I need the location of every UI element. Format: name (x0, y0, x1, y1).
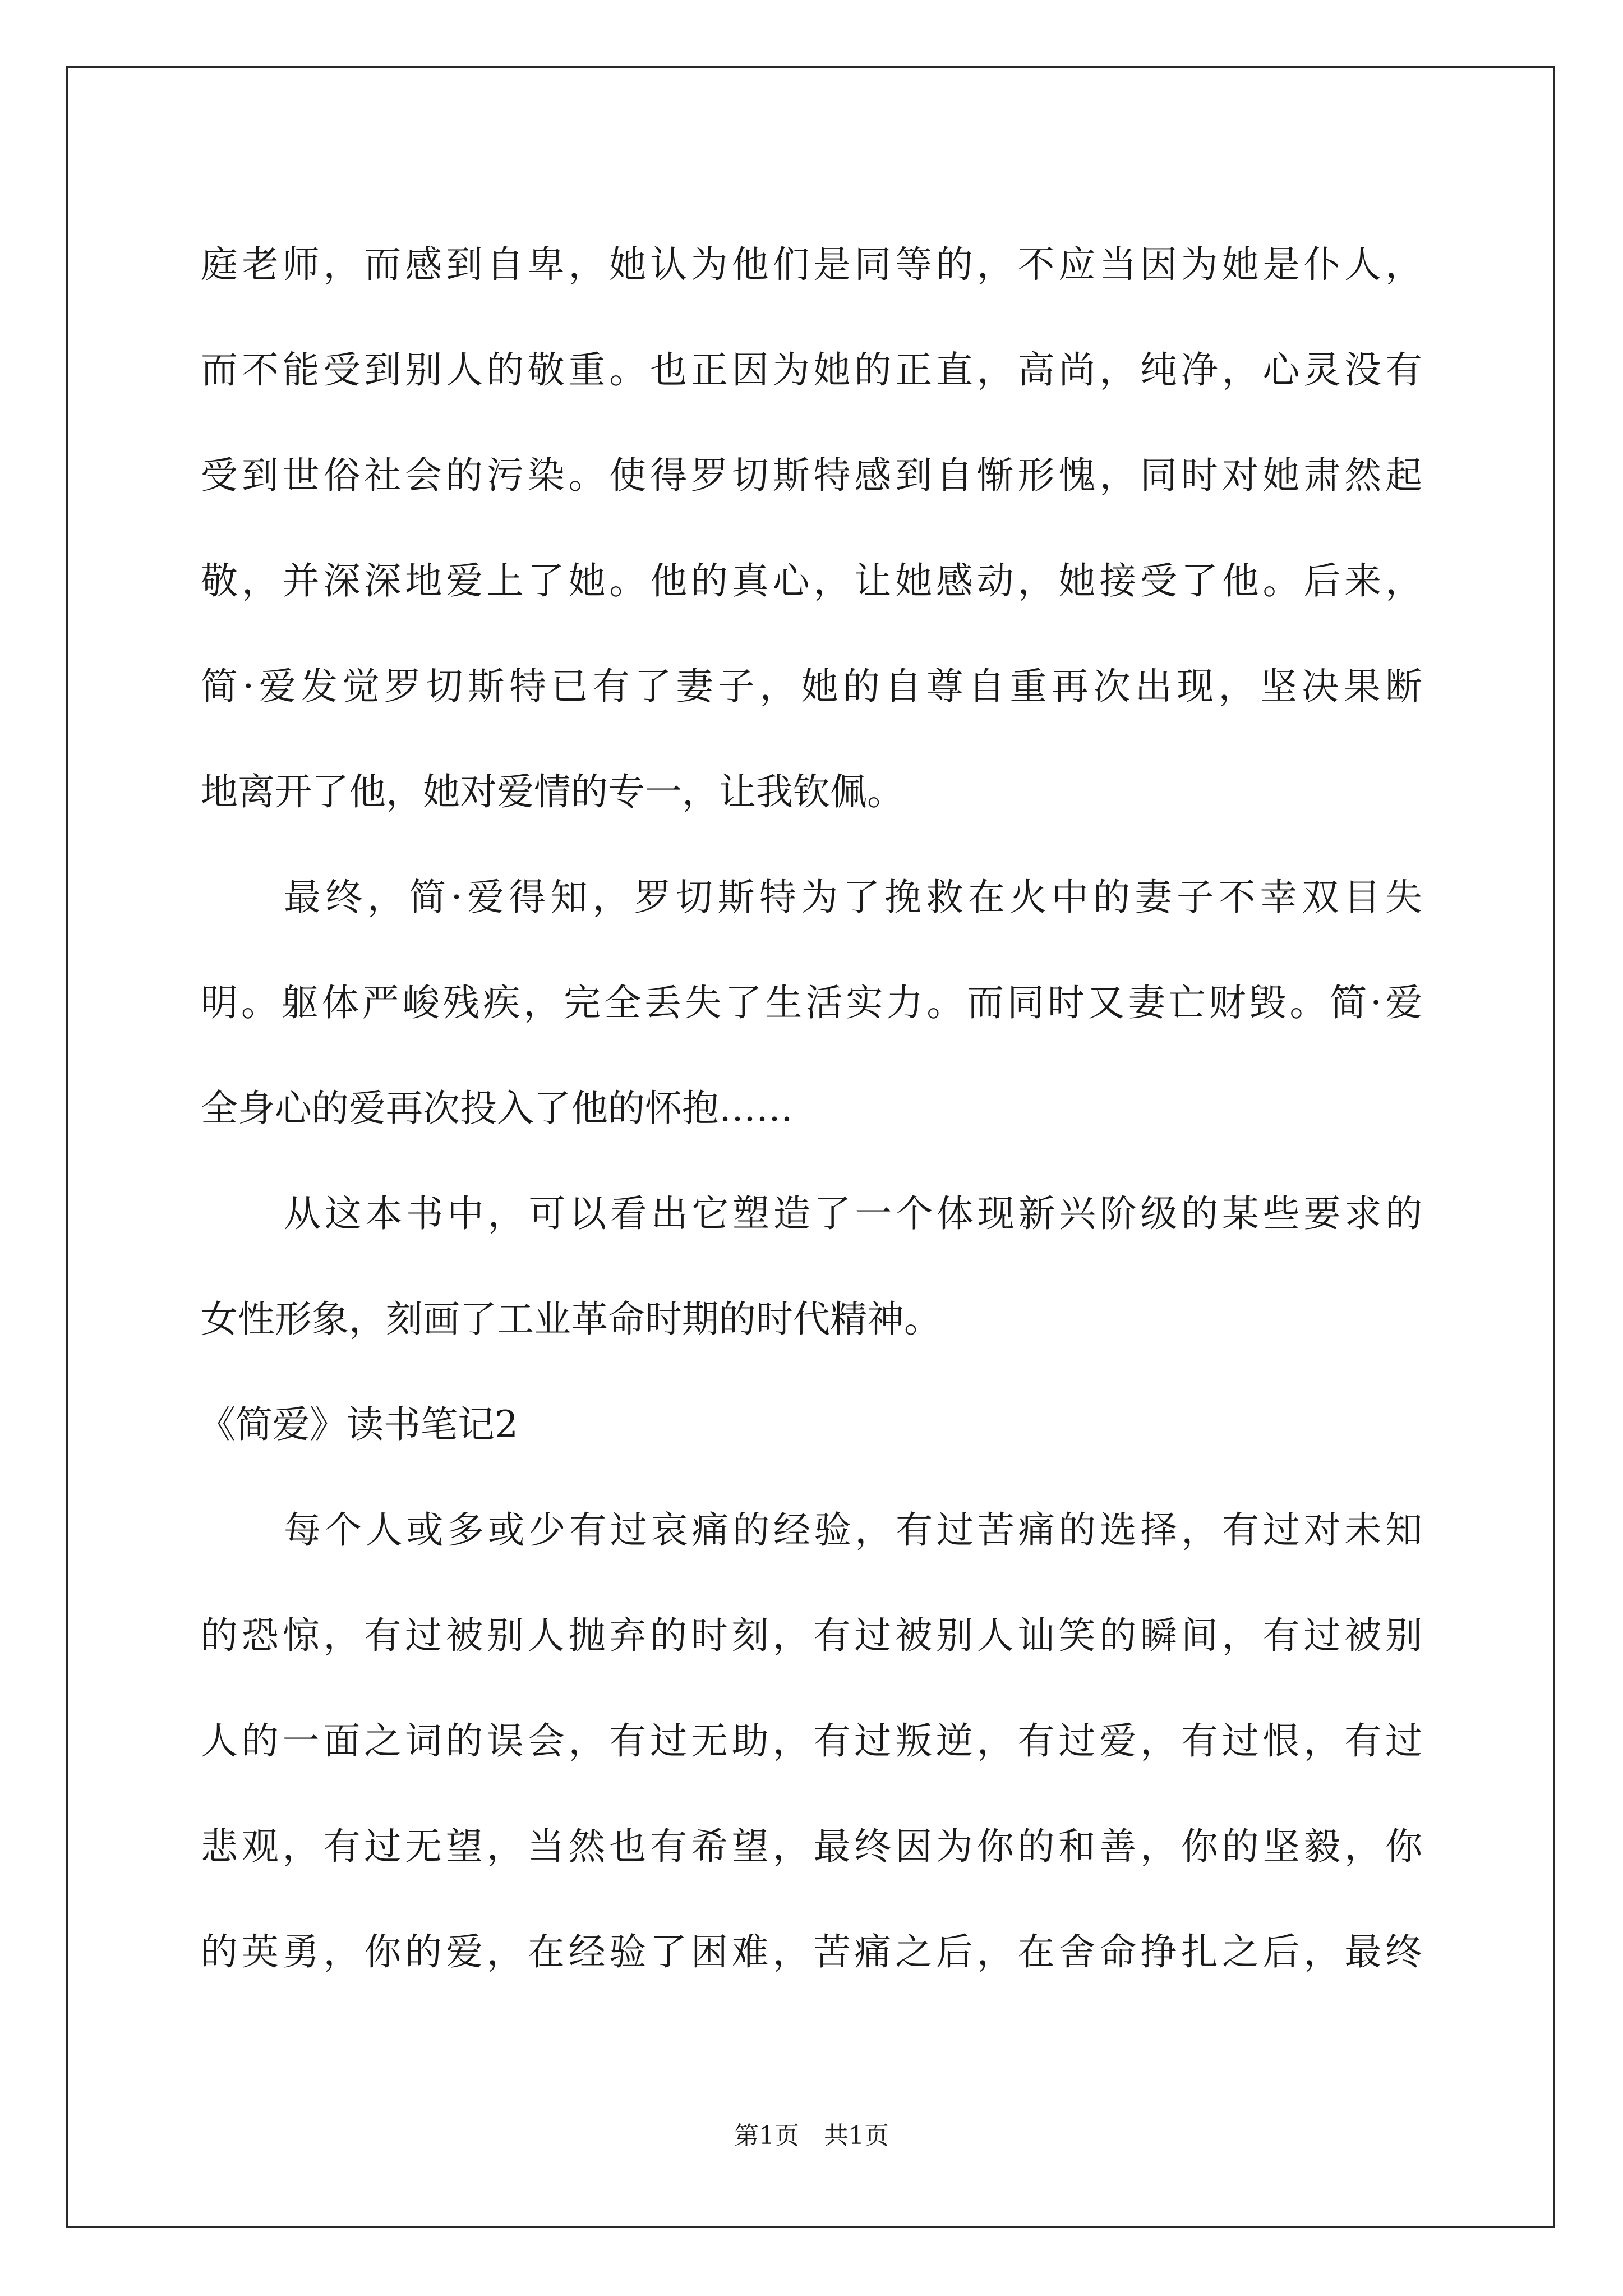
text-line: 的恐惊，有过被别人抛弃的时刻，有过被别人讪笑的瞬间，有过被别 (201, 1614, 1422, 1657)
text-line: 明。躯体严峻残疾，完全丢失了生活实力。而同时又妻亡财毁。简·爱 (201, 981, 1422, 1024)
text-line: 而不能受到别人的敬重。也正因为她的正直，高尚，纯净，心灵没有 (201, 348, 1422, 392)
text-line: 每个人或多或少有过哀痛的经验，有过苦痛的选择，有过对未知 (284, 1508, 1422, 1552)
page-number-footer: 第1页 共1页 (734, 2122, 889, 2150)
text-line: 敬，并深深地爱上了她。他的真心，让她感动，她接受了他。后来， (201, 559, 1422, 602)
text-line: 悲观，有过无望，当然也有希望，最终因为你的和善，你的坚毅，你 (201, 1825, 1422, 1868)
text-line: 从这本书中，可以看出它塑造了一个体现新兴阶级的某些要求的 (284, 1192, 1422, 1235)
text-line: 最终，简·爱得知，罗切斯特为了挽救在火中的妻子不幸双目失 (284, 876, 1422, 919)
text-line: 受到世俗社会的污染。使得罗切斯特感到自惭形愧，同时对她肃然起 (201, 454, 1422, 497)
section-heading: 《简爱》读书笔记2 (199, 1403, 518, 1446)
text-line: 庭老师，而感到自卑，她认为他们是同等的，不应当因为她是仆人， (201, 243, 1422, 286)
text-line: 的英勇，你的爱，在经验了困难，苦痛之后，在舍命挣扎之后，最终 (201, 1930, 1422, 1973)
document-body (201, 212, 1422, 2005)
text-line: 全身心的爱再次投入了他的怀抱…… (201, 1087, 793, 1130)
text-line: 地离开了他，她对爱情的专一，让我钦佩。 (201, 770, 904, 813)
text-line: 人的一面之词的误会，有过无助，有过叛逆，有过爱，有过恨，有过 (201, 1719, 1422, 1763)
text-line: 女性形象，刻画了工业革命时期的时代精神。 (201, 1297, 941, 1341)
text-line: 简·爱发觉罗切斯特已有了妻子，她的自尊自重再次出现，坚决果断 (201, 665, 1422, 708)
